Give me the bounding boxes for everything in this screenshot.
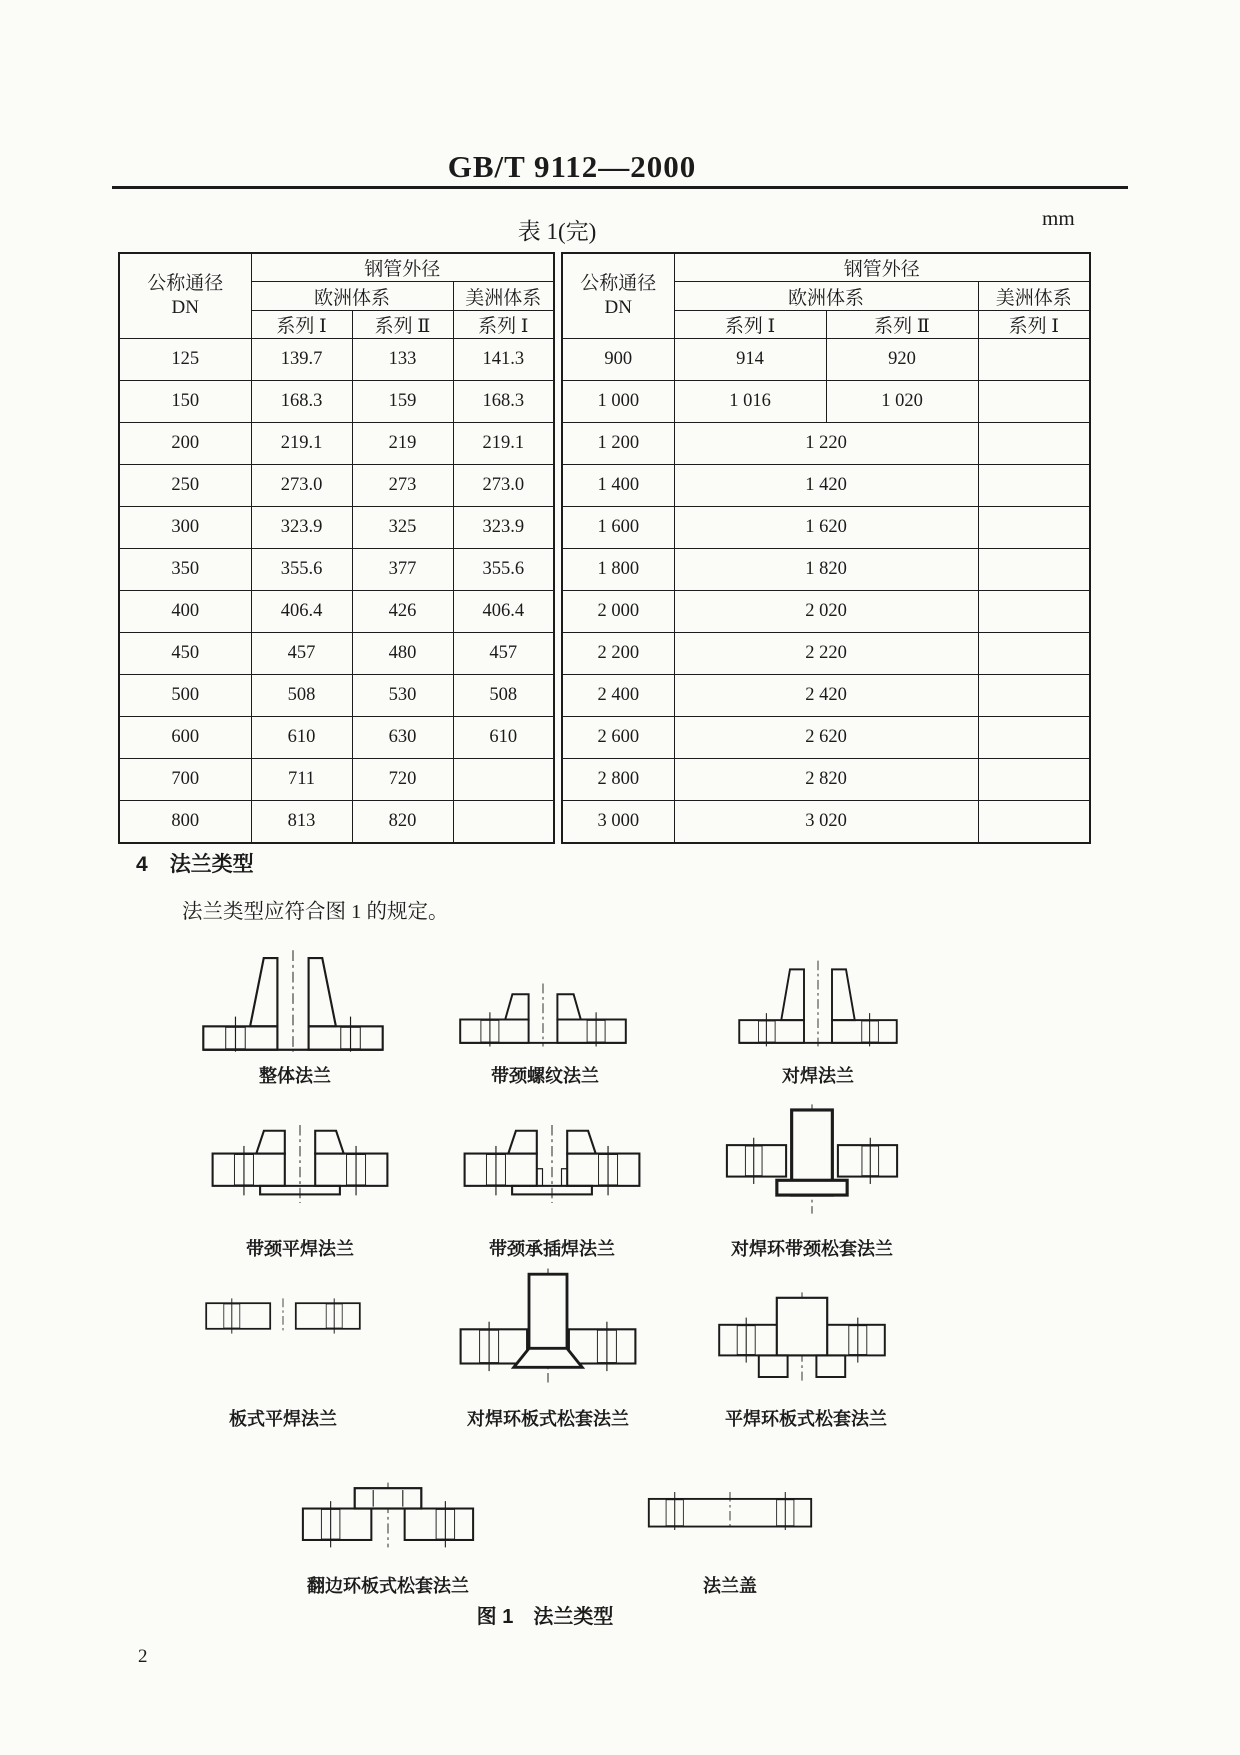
table-cell: 2 020 (674, 591, 978, 633)
table-row (119, 423, 554, 465)
col-header-dn: 公称通径 DN (562, 253, 674, 339)
table-row (119, 339, 554, 381)
table-cell: 150 (119, 381, 251, 423)
flange-label-slipon-neck: 带颈平焊法兰 (246, 1239, 354, 1259)
table-cell (978, 759, 1090, 801)
table-cell: 450 (119, 633, 251, 675)
col-header-series1-am: 系列 Ⅰ (453, 311, 554, 339)
flange-diagram-weld-neck (731, 956, 906, 1051)
table-cell: 508 (251, 675, 352, 717)
flange-label-threaded-neck: 带颈螺纹法兰 (491, 1066, 599, 1086)
table-cell: 2 600 (562, 717, 674, 759)
col-header-series1-am: 系列 Ⅰ (978, 311, 1090, 339)
table-cell: 1 420 (674, 465, 978, 507)
table-cell (978, 381, 1090, 423)
table-cell: 400 (119, 591, 251, 633)
flange-diagram-plate-slipon (203, 1298, 363, 1334)
table-cell: 610 (453, 717, 554, 759)
flange-diagram-plate-lapjoint-weldring (453, 1268, 643, 1383)
table-title: 表 1(完) (517, 219, 597, 244)
section-title: 法兰类型 (169, 853, 254, 876)
table-cell: 1 800 (562, 549, 674, 591)
section-heading (136, 848, 254, 878)
table-cell: 3 000 (562, 801, 674, 844)
table-cell: 2 420 (674, 675, 978, 717)
table-cell: 2 800 (562, 759, 674, 801)
table-row (119, 465, 554, 507)
col-header-europe: 欧洲体系 (251, 282, 453, 311)
table-cell (978, 591, 1090, 633)
table-row (119, 675, 554, 717)
table-cell: 630 (352, 717, 453, 759)
table-cell: 820 (352, 801, 453, 844)
table-row (562, 633, 1090, 675)
table-cell: 720 (352, 759, 453, 801)
table-cell: 2 620 (674, 717, 978, 759)
flange-label-plate-lapjoint-weldring: 对焊环板式松套法兰 (467, 1409, 629, 1429)
table-row (119, 801, 554, 844)
table-row (562, 759, 1090, 801)
header-rule (112, 186, 1128, 189)
table-row (119, 633, 554, 675)
table-cell: 141.3 (453, 339, 554, 381)
pipe-od-table-right (561, 252, 1091, 844)
flange-diagram-slipon-neck (205, 1124, 395, 1204)
table-cell: 323.9 (453, 507, 554, 549)
table-cell: 711 (251, 759, 352, 801)
table-cell: 355.6 (251, 549, 352, 591)
col-header-dn: 公称通径 DN (119, 253, 251, 339)
flange-label-lapjoint-neck: 对焊环带颈松套法兰 (731, 1239, 893, 1259)
table-cell: 1 220 (674, 423, 978, 465)
table-row (562, 549, 1090, 591)
flange-label-plate-slipon: 板式平焊法兰 (229, 1409, 337, 1429)
pipe-od-table-left (118, 252, 555, 844)
table-cell: 200 (119, 423, 251, 465)
table-row (562, 801, 1090, 844)
table-cell: 406.4 (453, 591, 554, 633)
header-row (562, 253, 1090, 282)
table-cell: 1 200 (562, 423, 674, 465)
table-cell: 800 (119, 801, 251, 844)
table-cell (978, 423, 1090, 465)
table-row (562, 465, 1090, 507)
col-header-america: 美洲体系 (978, 282, 1090, 311)
table-cell: 500 (119, 675, 251, 717)
table-cell (978, 465, 1090, 507)
table-cell: 813 (251, 801, 352, 844)
table-cell: 250 (119, 465, 251, 507)
table-cell (453, 759, 554, 801)
pipe-od-table (118, 252, 1091, 844)
table-cell: 700 (119, 759, 251, 801)
flange-diagram-integral (196, 950, 391, 1052)
col-header-series1: 系列 Ⅰ (251, 311, 352, 339)
table-cell: 300 (119, 507, 251, 549)
table-cell: 377 (352, 549, 453, 591)
table-row (562, 339, 1090, 381)
table-cell: 1 020 (826, 381, 978, 423)
flange-label-socket-weld-neck: 带颈承插焊法兰 (489, 1239, 615, 1259)
table-cell: 1 620 (674, 507, 978, 549)
figure-caption: 图 1 法兰类型 (476, 1606, 614, 1628)
table-cell: 1 016 (674, 381, 826, 423)
flange-label-blind: 法兰盖 (703, 1576, 757, 1596)
table-cell: 273 (352, 465, 453, 507)
flange-diagram-threaded-neck (453, 982, 633, 1048)
flange-label-integral: 整体法兰 (259, 1066, 331, 1086)
flange-diagram-socket-weld-neck (457, 1124, 647, 1204)
table-cell: 457 (453, 633, 554, 675)
table-cell: 2 400 (562, 675, 674, 717)
table-cell: 2 200 (562, 633, 674, 675)
table-cell: 900 (562, 339, 674, 381)
table-cell: 168.3 (251, 381, 352, 423)
table-row (562, 423, 1090, 465)
table-cell (453, 801, 554, 844)
flange-diagram-blind (640, 1492, 820, 1530)
table-cell (978, 339, 1090, 381)
col-header-series1: 系列 Ⅰ (674, 311, 826, 339)
table-cell: 350 (119, 549, 251, 591)
table-row (562, 381, 1090, 423)
table-cell: 168.3 (453, 381, 554, 423)
table-cell (978, 507, 1090, 549)
section-paragraph: 法兰类型应符合图 1 的规定。 (182, 901, 449, 923)
table-cell: 1 000 (562, 381, 674, 423)
col-header-america: 美洲体系 (453, 282, 554, 311)
col-header-outer-dia: 钢管外径 (674, 253, 1090, 282)
table-row (119, 759, 554, 801)
col-header-series2: 系列 Ⅱ (352, 311, 453, 339)
table-row (119, 549, 554, 591)
table-cell (978, 549, 1090, 591)
table-cell (978, 801, 1090, 844)
table-cell: 426 (352, 591, 453, 633)
table-cell: 273.0 (453, 465, 554, 507)
col-header-europe: 欧洲体系 (674, 282, 978, 311)
table-unit: mm (1042, 206, 1075, 230)
flange-diagram-plate-lapjoint-flatring (712, 1290, 892, 1383)
table-cell: 508 (453, 675, 554, 717)
table-cell: 1 400 (562, 465, 674, 507)
table-cell: 3 020 (674, 801, 978, 844)
table-row (562, 591, 1090, 633)
table-cell: 325 (352, 507, 453, 549)
table-cell: 323.9 (251, 507, 352, 549)
table-cell (978, 675, 1090, 717)
table-cell: 1 820 (674, 549, 978, 591)
table-row (562, 507, 1090, 549)
table-cell: 610 (251, 717, 352, 759)
table-cell: 914 (674, 339, 826, 381)
table-cell: 2 820 (674, 759, 978, 801)
flange-label-plate-lapjoint-flatring: 平焊环板式松套法兰 (725, 1409, 887, 1429)
table-cell: 406.4 (251, 591, 352, 633)
table-cell: 600 (119, 717, 251, 759)
table-row (119, 507, 554, 549)
table-cell: 159 (352, 381, 453, 423)
table-cell: 219.1 (251, 423, 352, 465)
table-cell: 920 (826, 339, 978, 381)
table-cell: 480 (352, 633, 453, 675)
table-row (562, 717, 1090, 759)
section-number: 4 (136, 853, 148, 876)
table-cell (978, 633, 1090, 675)
table-cell: 530 (352, 675, 453, 717)
table-cell: 1 600 (562, 507, 674, 549)
flange-diagram-plate-lapjoint-flared (296, 1482, 481, 1548)
table-cell: 2 000 (562, 591, 674, 633)
standard-code: GB/T 9112—2000 (447, 149, 697, 184)
table-row (119, 381, 554, 423)
table-cell: 219.1 (453, 423, 554, 465)
table-cell: 139.7 (251, 339, 352, 381)
col-header-series2: 系列 Ⅱ (826, 311, 978, 339)
table-row (119, 591, 554, 633)
flange-diagram-lapjoint-neck (720, 1104, 905, 1214)
table-cell: 219 (352, 423, 453, 465)
table-cell: 133 (352, 339, 453, 381)
page-number: 2 (138, 1646, 148, 1667)
table-row (119, 717, 554, 759)
col-header-outer-dia: 钢管外径 (251, 253, 554, 282)
header-row (119, 253, 554, 282)
table-cell: 273.0 (251, 465, 352, 507)
table-cell: 2 220 (674, 633, 978, 675)
table-cell: 457 (251, 633, 352, 675)
table-row (562, 675, 1090, 717)
table-cell (978, 717, 1090, 759)
table-cell: 125 (119, 339, 251, 381)
flange-label-weld-neck: 对焊法兰 (782, 1066, 854, 1086)
flange-label-plate-lapjoint-flared: 翻边环板式松套法兰 (307, 1576, 469, 1596)
table-cell: 355.6 (453, 549, 554, 591)
